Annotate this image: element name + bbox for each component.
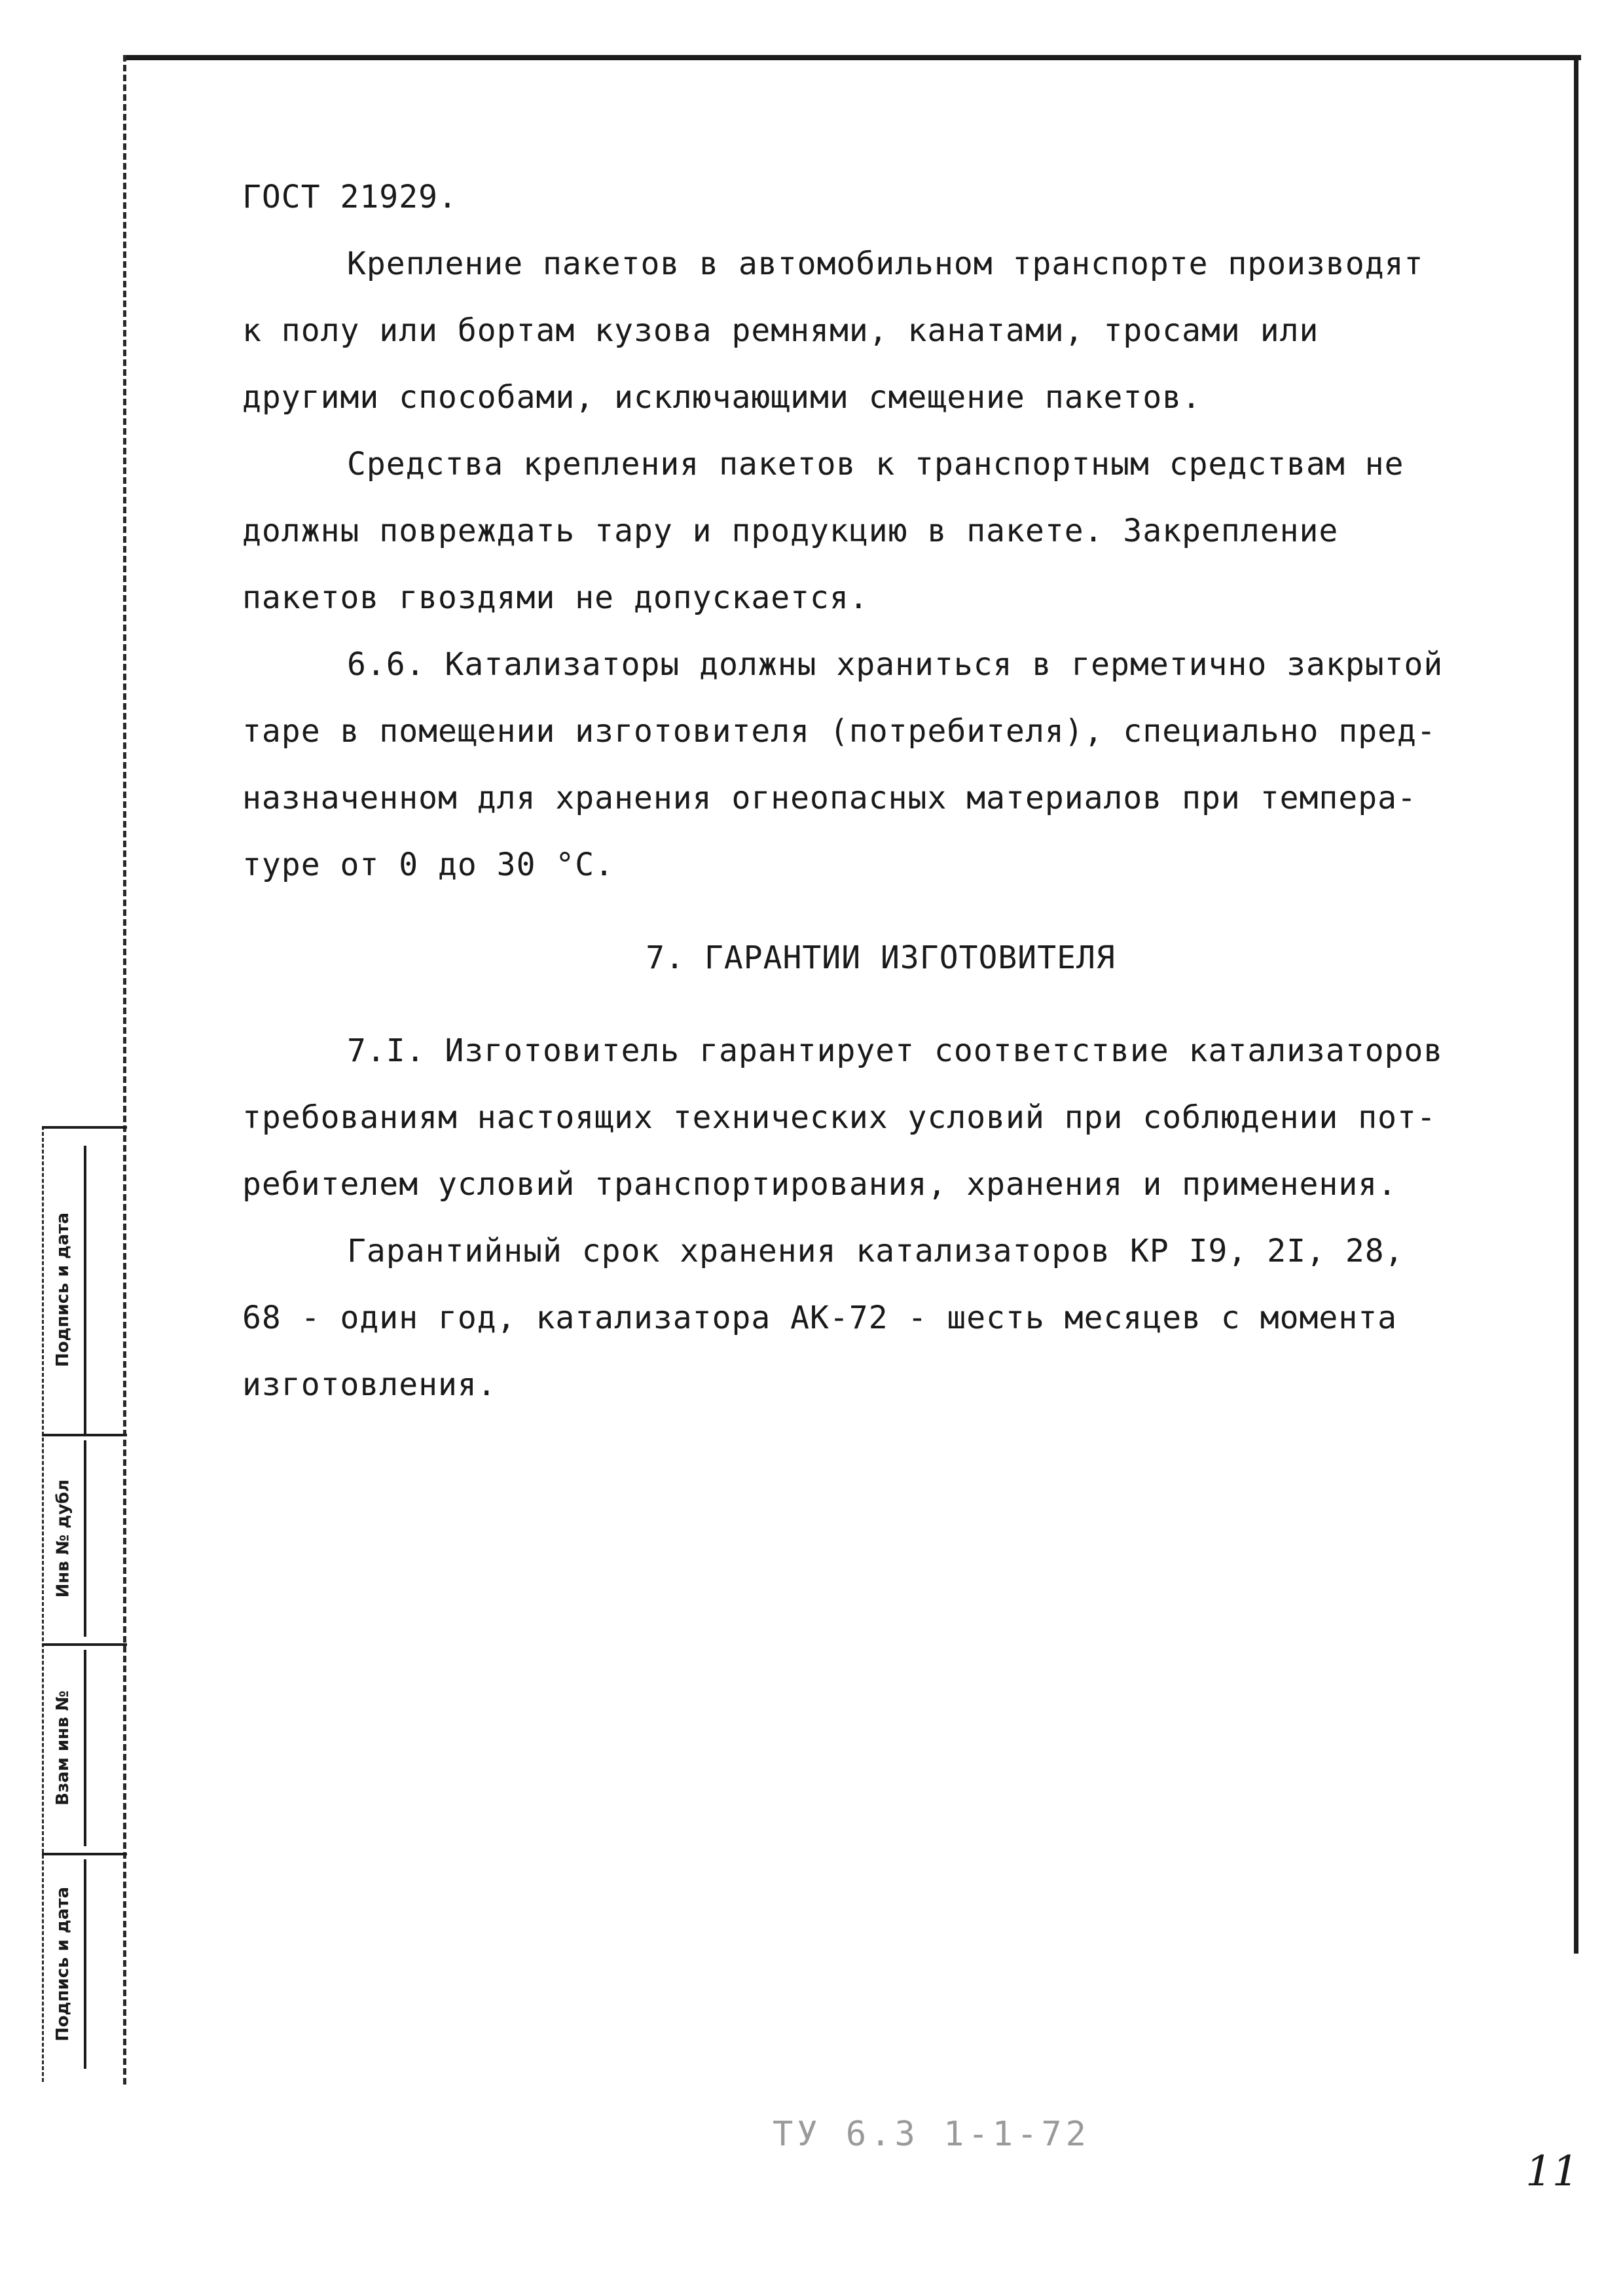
page-number: 11 [1525,2147,1579,2196]
document-body [242,164,1519,1418]
frame-right-border [1574,55,1578,1954]
stamp-separator [42,1643,127,1646]
text-line: таре в помещении изготовителя (потребителя), специально пред- [242,713,1436,750]
stamp-separator [42,1126,127,1129]
text-line: другими способами, исключающими смещение пакетов. [242,379,1202,416]
section-heading: 7. ГАРАНТИИ ИЗГОТОВИТЕЛЯ [646,939,1116,976]
stamp-cell-signature-date-2: Подпись и дата [42,1859,86,2069]
text-line: назначенном для хранения огнеопасных материалов при темпера- [242,780,1417,816]
text-line: требованиям настоящих технических условий при соблюдении пот- [242,1099,1436,1136]
text-line: изготовления. [242,1366,497,1403]
stamp-separator [42,1434,127,1436]
text-line: должны повреждать тару и продукцию в пакете. Закрепление [242,513,1339,549]
stamp-cell-duplicate-inv: Инв № дубл [42,1440,86,1637]
stamp-separator [42,1853,127,1855]
text-line: Гарантийный срок хранения катализаторов КР I9, 2I, 28, [347,1233,1404,1269]
text-line: туре от 0 до 30 °С. [242,847,615,883]
stamp-cell-replacement-inv: Взам инв № [42,1650,86,1846]
text-line: Средства крепления пакетов к транспортным средствам не [347,446,1404,483]
stamp-cell-signature-date: Подпись и дата [42,1146,86,1434]
text-line: Крепление пакетов в автомобильном транспорте производят [347,246,1424,282]
text-line: 7.I. Изготовитель гарантирует соответствие катализаторов [347,1032,1444,1069]
text-line: 68 - один год, катализатора АК-72 - шесть месяцев с момента [242,1300,1398,1336]
text-line: ГОСТ 21929. [242,179,458,215]
text-line: ребителем условий транспортирования, хранения и применения. [242,1166,1398,1203]
text-line: 6.6. Катализаторы должны храниться в герметично закрытой [347,646,1444,683]
side-stamp-table [42,1126,127,2082]
text-line: пакетов гвоздями не допускается. [242,579,869,616]
text-line: к полу или бортам кузова ремнями, канатами, тросами или [242,312,1319,349]
frame-top-border [124,55,1581,60]
document-code: ТУ 6.3 1-1-72 [773,2115,1090,2154]
